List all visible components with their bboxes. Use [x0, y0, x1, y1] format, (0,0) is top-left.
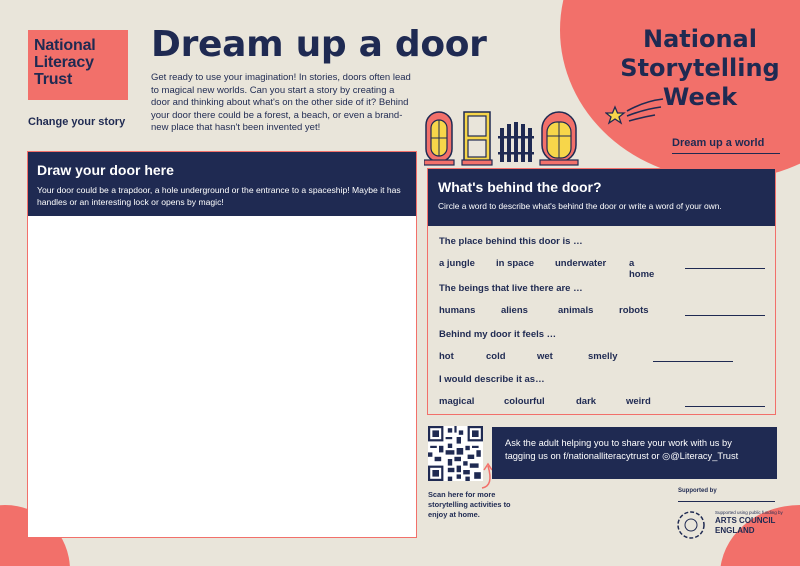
word-option[interactable]: magical: [439, 396, 475, 407]
question-label: The place behind this door is …: [439, 236, 583, 247]
question-describe: [439, 374, 651, 408]
behind-panel-description: Circle a word to describe what's behind the door or write a word of your own.: [438, 201, 722, 211]
arts-council-name-line-2: ENGLAND: [715, 525, 755, 535]
behind-panel-title: What's behind the door?: [438, 179, 602, 195]
share-box: [492, 427, 777, 479]
draw-door-panel: [27, 151, 417, 538]
word-options: [439, 305, 649, 317]
question-beings: [439, 283, 649, 317]
question-feels: [439, 329, 618, 363]
question-place: [439, 236, 655, 280]
write-in-line[interactable]: [685, 315, 765, 316]
page-title: Dream up a door: [151, 24, 487, 65]
shooting-star-icon: [605, 97, 665, 127]
write-in-line[interactable]: [685, 406, 765, 407]
question-label: I would describe it as…: [439, 374, 545, 385]
share-text-line-2: tagging us on f/nationalliteracytrust or ◎@Literacy_Trust: [505, 451, 739, 461]
behind-door-panel: [427, 168, 776, 415]
public-funding-note: Supported using public funding by: [715, 510, 783, 515]
logo-line-1: National: [34, 37, 96, 54]
draw-panel-description: Your door could be a trapdoor, a hole underground or the entrance to a spaceship! Maybe it has handles or an interesting lock or opens by magic!: [37, 185, 401, 207]
event-title-line-1: National: [643, 25, 757, 53]
write-in-line[interactable]: [653, 361, 733, 362]
qr-code[interactable]: [428, 426, 483, 481]
arts-council-seal-icon: [676, 510, 706, 540]
word-options: [439, 351, 618, 363]
event-subtitle: Dream up a world: [672, 137, 780, 154]
supported-by-divider: [678, 501, 775, 502]
logo-line-3: Trust: [34, 71, 73, 88]
logo-line-2: Literacy: [34, 54, 94, 71]
question-label: Behind my door it feels …: [439, 329, 557, 340]
event-title-line-2: Storytelling: [620, 54, 780, 82]
word-option[interactable]: animals: [558, 305, 594, 316]
word-option[interactable]: a jungle: [439, 258, 475, 269]
intro-text: Get ready to use your imagination! In stories, doors often lead to magical new worlds. Can you start a story by creating a door and thinking about what's on the other side of it? Behind your door there could be a forest, a beach, or even a brand-new place that hasn't been invented yet!: [151, 72, 411, 134]
arts-council-england-logo: [715, 516, 795, 535]
word-option[interactable]: weird: [626, 396, 651, 407]
write-in-line[interactable]: [685, 268, 765, 269]
supported-by-label: Supported by: [678, 488, 717, 494]
word-option[interactable]: underwater: [555, 258, 607, 269]
word-option[interactable]: in space: [496, 258, 535, 269]
word-option[interactable]: humans: [439, 305, 476, 316]
word-option[interactable]: smelly: [588, 351, 618, 362]
logo-tagline: Change your story: [28, 116, 126, 128]
word-option[interactable]: dark: [576, 396, 597, 407]
doors-illustration: [424, 110, 584, 166]
event-title-line-3: Week: [662, 83, 738, 111]
word-option[interactable]: hot: [439, 351, 454, 362]
word-option[interactable]: a home: [629, 258, 655, 280]
share-text-line-1: Ask the adult helping you to share your work with us by: [505, 438, 732, 448]
word-options: [439, 396, 651, 408]
word-option[interactable]: robots: [619, 305, 649, 316]
national-literacy-trust-logo: [28, 30, 128, 100]
behind-panel-header: [428, 169, 775, 226]
word-option[interactable]: cold: [486, 351, 506, 362]
word-option[interactable]: aliens: [501, 305, 528, 316]
word-option[interactable]: colourful: [504, 396, 545, 407]
draw-panel-title: Draw your door here: [37, 162, 174, 178]
word-option[interactable]: wet: [537, 351, 553, 362]
arts-council-name-line-1: ARTS COUNCIL: [715, 516, 776, 525]
scan-instructions: Scan here for more storytelling activities to enjoy at home.: [428, 490, 511, 519]
drawing-area[interactable]: [28, 216, 416, 537]
question-label: The beings that live there are …: [439, 283, 583, 294]
word-options: [439, 258, 655, 280]
draw-panel-header: [28, 152, 416, 218]
